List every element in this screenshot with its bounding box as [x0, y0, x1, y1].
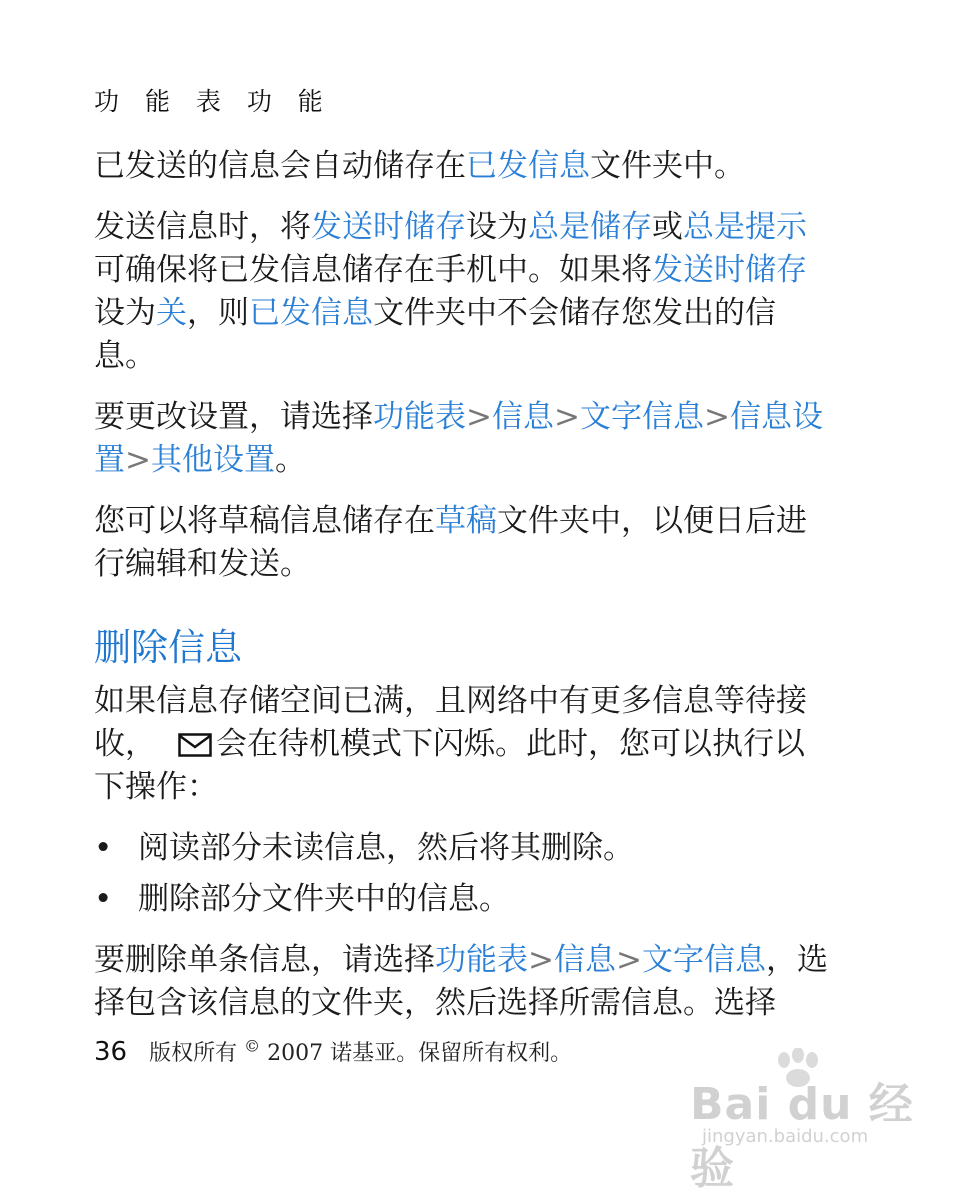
- bullet-dot: •: [94, 830, 113, 866]
- link-sent-items[interactable]: 已发信息: [466, 148, 590, 184]
- text: 会在待机模式下闪烁。此时，您可以执行以下操作：: [94, 726, 805, 805]
- bullet-list: [94, 827, 834, 921]
- path-separator: >: [615, 942, 642, 978]
- text: 设为: [466, 209, 528, 245]
- text: ，则: [187, 295, 249, 331]
- watermark-brand: Bai du 经验: [690, 1079, 914, 1194]
- paragraph-change-settings: [94, 396, 834, 482]
- paragraph-save-setting: [94, 206, 834, 378]
- link-always-prompt[interactable]: 总是提示: [683, 209, 807, 245]
- link-message-settings[interactable]: 信息设置: [94, 399, 823, 478]
- list-item: [94, 878, 834, 921]
- text: 要删除单条信息，请选择: [94, 942, 435, 978]
- text: 文件夹中不会储存您发出的信息。: [94, 295, 776, 374]
- link-off[interactable]: 关: [156, 295, 187, 331]
- link-save-sent[interactable]: 发送时储存: [311, 209, 466, 245]
- link-drafts[interactable]: 草稿: [435, 503, 497, 539]
- link-always-save[interactable]: 总是储存: [528, 209, 652, 245]
- bullet-dot: •: [94, 881, 113, 917]
- link-text-messages[interactable]: 文字信息: [579, 399, 704, 435]
- list-item: [94, 827, 834, 870]
- text: 或: [652, 209, 683, 245]
- text: 。: [274, 442, 306, 478]
- paragraph-sent-messages: [94, 145, 834, 188]
- section-title: 删除信息: [94, 626, 242, 669]
- text: 发送信息时，将: [94, 209, 311, 245]
- paragraph-delete-single: [94, 939, 834, 1025]
- text: 设为: [94, 295, 156, 331]
- link-sent-items-2[interactable]: 已发信息: [249, 295, 373, 331]
- text: 如果信息存储空间已满，且网络中有更多信息等待接收，: [94, 683, 807, 762]
- link-messaging[interactable]: 信息: [491, 399, 554, 435]
- text: 已发送的信息会自动储存在: [94, 148, 466, 184]
- page-header: 功 能 表 功 能: [94, 87, 332, 116]
- list-item-text: 阅读部分未读信息，然后将其删除。: [138, 830, 634, 866]
- list-item-text: 删除部分文件夹中的信息。: [138, 881, 510, 917]
- text: ，选择包含该信息的文件夹，然后选择所需信息。选择: [94, 942, 828, 1021]
- text: 要更改设置，请选择: [94, 399, 373, 435]
- link-messaging-2[interactable]: 信息: [553, 942, 616, 978]
- paragraph-memory-full: [94, 680, 834, 809]
- envelope-icon: [178, 733, 212, 757]
- link-menu[interactable]: 功能表: [373, 399, 466, 435]
- text: 您可以将草稿信息储存在: [94, 503, 435, 539]
- text: 可确保将已发信息储存在手机中。如果将: [94, 252, 652, 288]
- path-separator: >: [466, 399, 492, 435]
- path-separator: >: [125, 442, 151, 478]
- link-menu-2[interactable]: 功能表: [435, 942, 528, 978]
- path-separator: >: [703, 399, 730, 435]
- copyright-text: 版权所有: [149, 1041, 245, 1066]
- text: 文件夹中。: [590, 148, 745, 184]
- path-separator: >: [553, 399, 580, 435]
- copyright-symbol: ©: [244, 1036, 261, 1056]
- link-text-messages-2[interactable]: 文字信息: [641, 942, 766, 978]
- copyright-text: 2007 诺基亚。保留所有权利。: [260, 1041, 573, 1066]
- page-number: 36: [94, 1037, 128, 1067]
- text: 文件夹中，以便日后进行编辑和发送。: [94, 503, 807, 582]
- main-content: [94, 145, 834, 1043]
- watermark-url: jingyan.baidu.com: [702, 1126, 869, 1147]
- page-footer: [94, 1036, 572, 1067]
- link-save-sent-2[interactable]: 发送时储存: [652, 252, 807, 288]
- path-separator: >: [528, 942, 554, 978]
- baidu-watermark: [690, 1048, 920, 1194]
- link-other-settings[interactable]: 其他设置: [150, 442, 275, 478]
- paragraph-drafts: [94, 500, 834, 586]
